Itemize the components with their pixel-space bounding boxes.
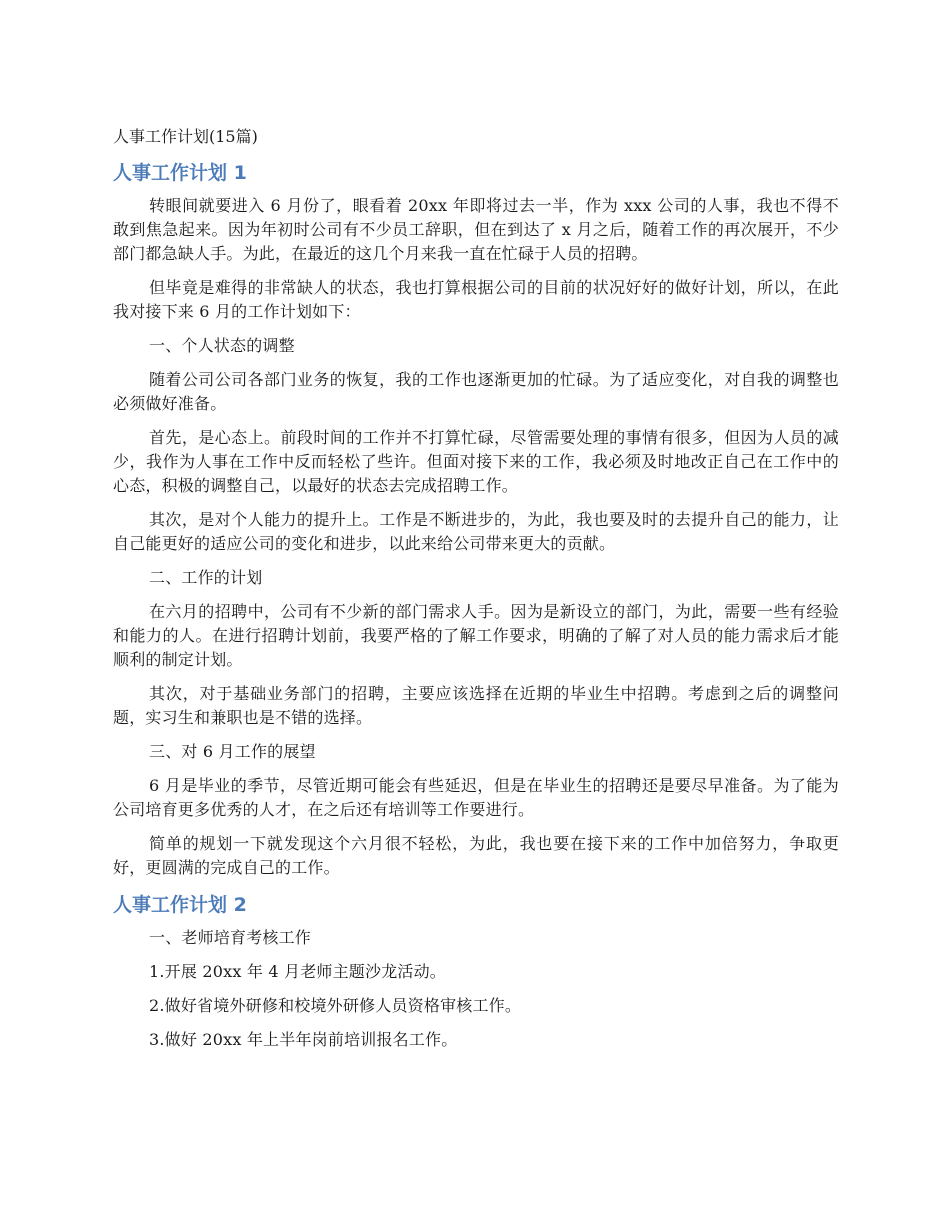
paragraph: 首先，是心态上。前段时间的工作并不打算忙碌，尽管需要处理的事情有很多，但因为人员的减少，我作为人事在工作中反而轻松了些许。但面对接下来的工作，我必须及时地改正自己在工作中的心态，积极的调整自己，以最好的状态去完成招聘工作。 <box>113 428 839 495</box>
document-page <box>113 124 839 1062</box>
paragraph: 转眼间就要进入 6 月份了，眼看着 20xx 年即将过去一半，作为 xxx 公司的人事，我也不得不敢到焦急起来。因为年初时公司有不少员工辞职，但在到达了 x 月之后，随着工作的再次展开，不少部门都急缺人手。为此，在最近的这几个月来我一直在忙碌于人员的招聘。 <box>113 196 839 263</box>
paragraph: 随着公司公司各部门业务的恢复，我的工作也逐渐更加的忙碌。为了适应变化，对自我的调整也必须做好准备。 <box>113 370 839 413</box>
paragraph: 其次，对于基础业务部门的招聘，主要应该选择在近期的毕业生中招聘。考虑到之后的调整问题，实习生和兼职也是不错的选择。 <box>113 684 839 727</box>
section-2 <box>113 890 839 1052</box>
document-title: 人事工作计划(15篇) <box>113 127 258 146</box>
paragraph: 一、老师培育考核工作 <box>149 928 312 947</box>
paragraph: 其次，是对个人能力的提升上。工作是不断进步的，为此，我也要及时的去提升自己的能力，让自己能更好的适应公司的变化和进步，以此来给公司带来更大的贡献。 <box>113 510 839 553</box>
paragraph: 二、工作的计划 <box>149 568 263 587</box>
sections-container <box>113 158 839 1052</box>
paragraph: 但毕竟是难得的非常缺人的状态，我也打算根据公司的目前的状况好好的做好计划，所以，在此我对接下来 6 月的工作计划如下： <box>113 278 839 321</box>
paragraph: 6 月是毕业的季节，尽管近期可能会有些延迟，但是在毕业生的招聘还是要尽早准备。为了能为公司培育更多优秀的人才，在之后还有培训等工作要进行。 <box>113 776 839 819</box>
section-1 <box>113 158 839 880</box>
section-heading: 人事工作计划 2 <box>113 894 247 916</box>
paragraph: 在六月的招聘中，公司有不少新的部门需求人手。因为是新设立的部门，为此，需要一些有经验和能力的人。在进行招聘计划前，我要严格的了解工作要求，明确的了解了对人员的能力需求后才能顺利的制定计划。 <box>113 602 839 669</box>
paragraph: 简单的规划一下就发现这个六月很不轻松，为此，我也要在接下来的工作中加倍努力，争取更好，更圆满的完成自己的工作。 <box>113 834 839 877</box>
paragraph: 3.做好 20xx 年上半年岗前培训报名工作。 <box>149 1030 458 1049</box>
paragraph: 2.做好省境外研修和校境外研修人员资格审核工作。 <box>149 996 522 1015</box>
paragraph: 1.开展 20xx 年 4 月老师主题沙龙活动。 <box>149 962 446 981</box>
paragraph: 一、个人状态的调整 <box>149 336 295 355</box>
section-heading: 人事工作计划 1 <box>113 162 247 184</box>
paragraph: 三、对 6 月工作的展望 <box>149 742 316 761</box>
